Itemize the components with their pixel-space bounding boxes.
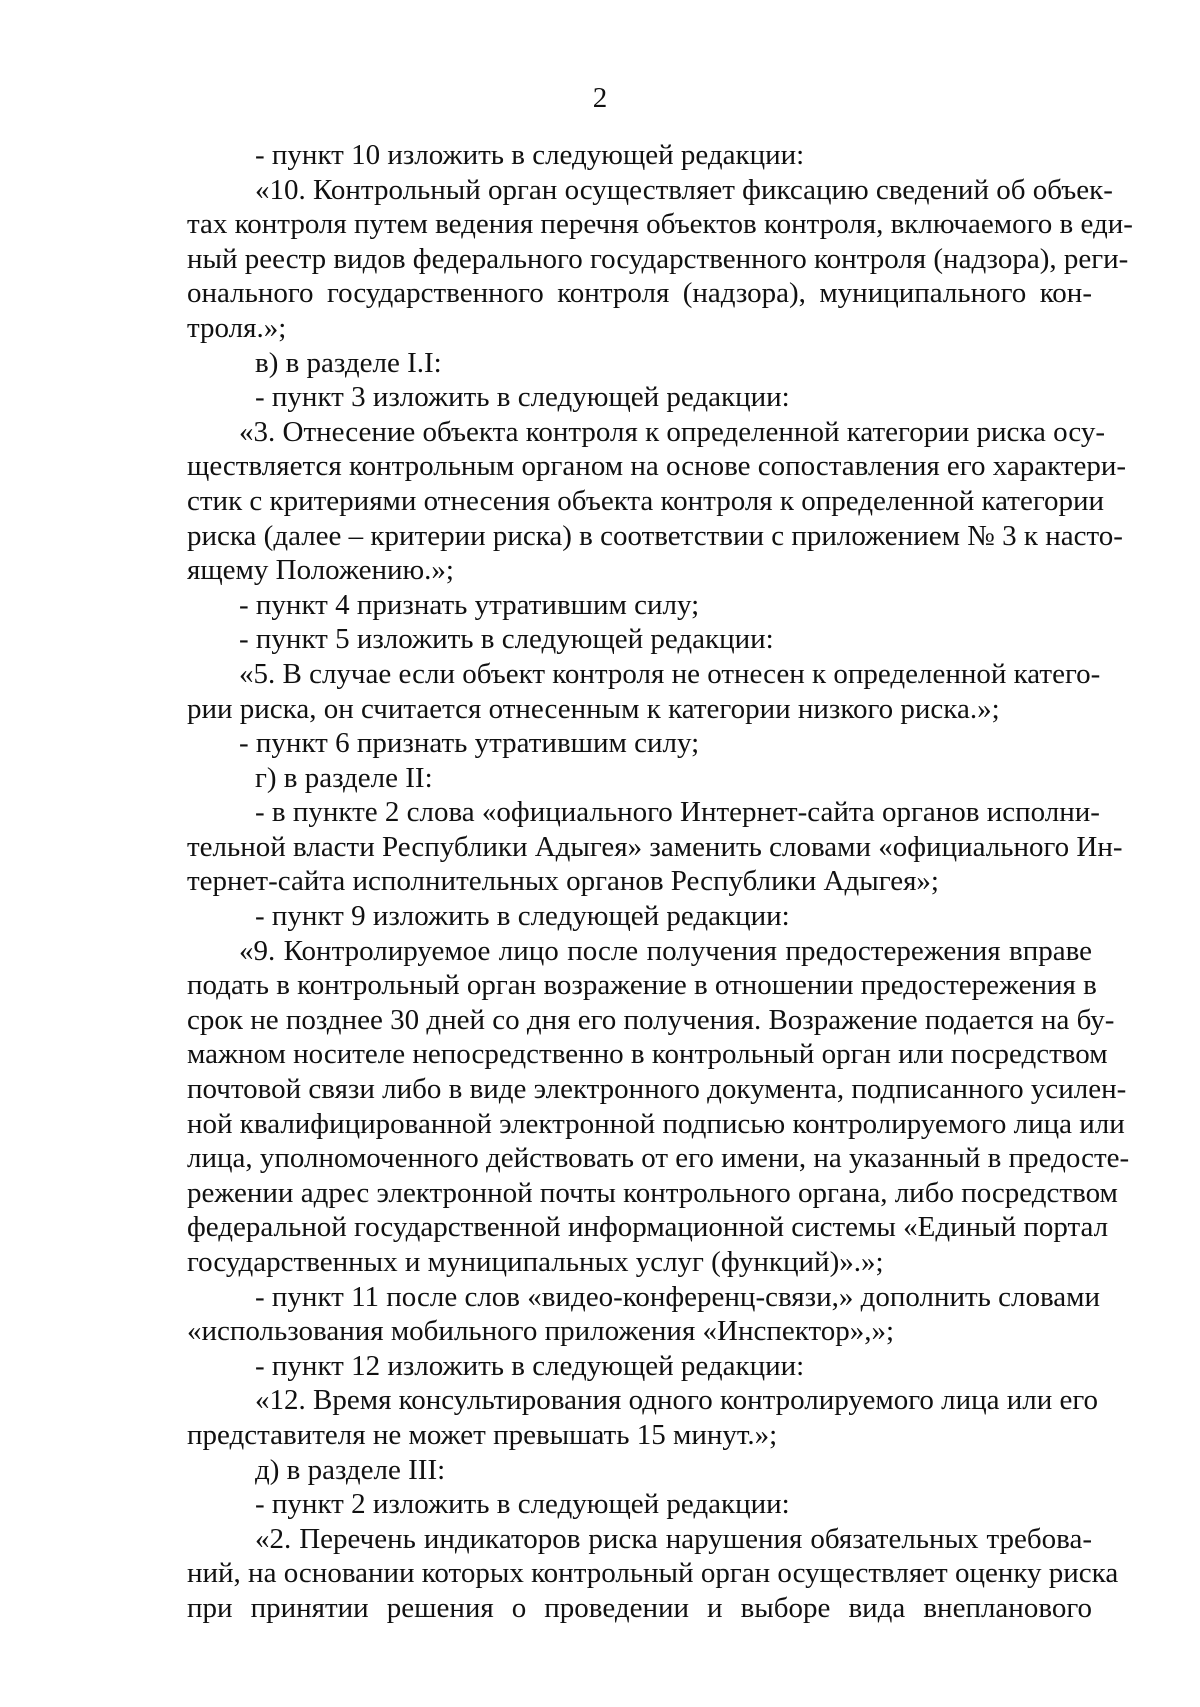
text-line: «12. Время консультирования одного контролируемого лица или его <box>255 1384 1099 1417</box>
text-line: «использования мобильного приложения «Инспектор»,»; <box>187 1315 895 1348</box>
text-line: тернет-сайта исполнительных органов Республики Адыгея»; <box>187 865 939 898</box>
text-line: - в пункте 2 слова «официального Интернет-сайта органов исполни- <box>255 796 1100 829</box>
text-line: - пункт 6 признать утратившим силу; <box>239 727 700 760</box>
text-line: - пункт 3 изложить в следующей редакции: <box>255 381 790 414</box>
text-line: - пункт 11 после слов «видео-конференц-связи,» дополнить словами <box>255 1280 1101 1313</box>
text-line: «10. Контрольный орган осуществляет фиксацию сведений об объек- <box>255 173 1113 206</box>
text-line: ящему Положению.»; <box>187 554 454 587</box>
text-line: стик с критериями отнесения объекта контроля к определенной категории <box>187 484 1105 517</box>
text-line: ный реестр видов федерального государственного контроля (надзора), реги- <box>187 242 1129 275</box>
text-line: «5. В случае если объект контроля не отнесен к определенной катего- <box>239 657 1101 690</box>
text-line: мажном носителе непосредственно в контрольный орган или посредством <box>187 1038 1108 1071</box>
text-line: ний, на основании которых контрольный орган осуществляет оценку риска <box>187 1557 1119 1590</box>
text-line: «2. Перечень индикаторов риска нарушения обязательных требова- <box>255 1522 1092 1555</box>
document-body <box>187 138 1133 1626</box>
text-line: г) в разделе II: <box>255 761 433 794</box>
text-line: подать в контрольный орган возражение в отношении предостережения в <box>187 969 1097 1002</box>
text-line: почтовой связи либо в виде электронного документа, подписанного усилен- <box>187 1073 1127 1106</box>
text-line: ной квалифицированной электронной подписью контролируемого лица или <box>187 1107 1125 1140</box>
text-line: - пункт 5 изложить в следующей редакции: <box>239 623 774 656</box>
text-line: риска (далее – критерии риска) в соответствии с приложением № 3 к насто- <box>187 519 1123 552</box>
text-line: в) в разделе I.I: <box>255 346 442 379</box>
text-line: тельной власти Республики Адыгея» заменить словами «официального Ин- <box>187 830 1123 863</box>
text-line: - пункт 4 признать утратившим силу; <box>239 588 700 621</box>
page-number: 2 <box>592 82 608 114</box>
text-line: представителя не может превышать 15 минут.»; <box>187 1418 778 1451</box>
text-line: ществляется контрольным органом на основе сопоставления его характери- <box>187 450 1127 483</box>
text-line: - пункт 2 изложить в следующей редакции: <box>255 1488 790 1521</box>
text-line: троля.»; <box>187 311 287 344</box>
text-line: онального государственного контроля (надзора), муниципального кон- <box>187 277 1092 310</box>
text-line: «9. Контролируемое лицо после получения предостережения вправе <box>239 934 1092 967</box>
text-line: рии риска, он считается отнесенным к категории низкого риска.»; <box>187 692 1000 725</box>
text-line: «3. Отнесение объекта контроля к определенной категории риска осу- <box>239 415 1106 448</box>
text-line: федеральной государственной информационной системы «Единый портал <box>187 1211 1109 1244</box>
text-line: д) в разделе III: <box>255 1453 446 1486</box>
text-line: - пункт 9 изложить в следующей редакции: <box>255 900 790 933</box>
text-line: срок не позднее 30 дней со дня его получения. Возражение подается на бу- <box>187 1003 1115 1036</box>
text-line: тах контроля путем ведения перечня объектов контроля, включаемого в еди- <box>187 208 1133 241</box>
text-line: - пункт 10 изложить в следующей редакции: <box>255 139 805 171</box>
text-line: - пункт 12 изложить в следующей редакции: <box>255 1349 805 1382</box>
text-line: при принятии решения о проведении и выборе вида внепланового <box>187 1591 1092 1624</box>
text-line: государственных и муниципальных услуг (функций)».»; <box>187 1246 884 1278</box>
text-line: режении адрес электронной почты контрольного органа, либо посредством <box>187 1176 1118 1209</box>
text-line: лица, уполномоченного действовать от его имени, на указанный в предосте- <box>187 1142 1130 1175</box>
